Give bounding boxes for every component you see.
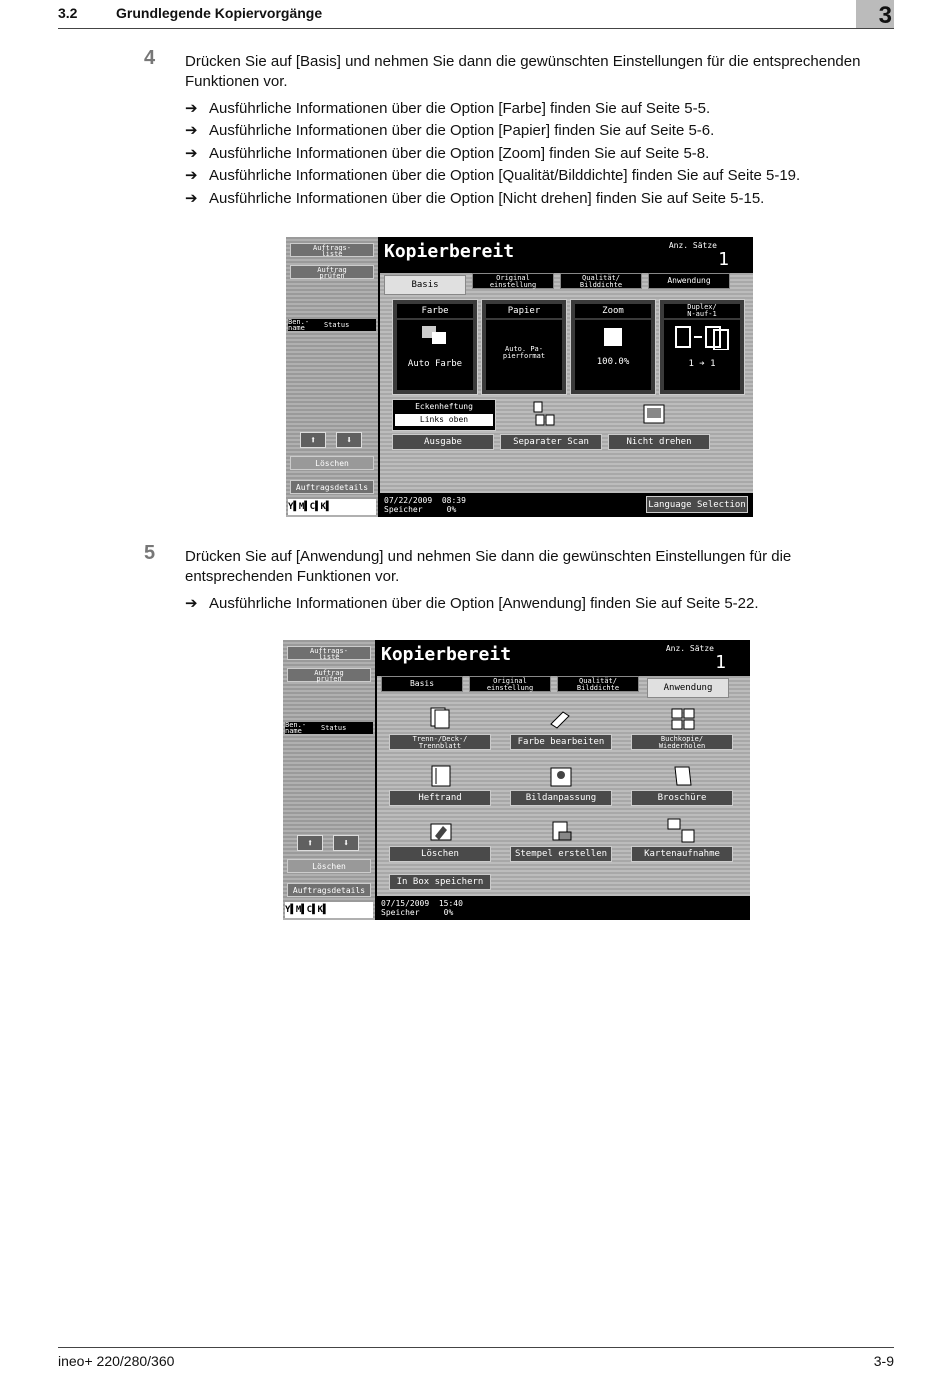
arrow-icon: ➔ bbox=[185, 100, 198, 117]
duplex-tile[interactable]: Duplex/ N-auf-1 1 ➔ 1 bbox=[659, 299, 745, 395]
copier-panel-anwendung bbox=[283, 640, 750, 920]
cover-sheet-icon bbox=[429, 706, 453, 730]
section-title: Grundlegende Kopiervorgänge bbox=[116, 5, 323, 21]
step-text: Drücken Sie auf [Anwendung] und nehmen Sie dann die gewünschten Einstellungen für die entsprechenden Funktionen vor. bbox=[185, 548, 792, 585]
main-area bbox=[380, 237, 753, 493]
page-number: 3-9 bbox=[873, 1353, 894, 1369]
memory-label: Speicher bbox=[384, 505, 423, 514]
step-number: 4 bbox=[144, 47, 156, 69]
status-bar bbox=[377, 640, 750, 676]
copies-label: Anz. Sätze bbox=[665, 644, 714, 653]
image-adjust-icon bbox=[549, 766, 573, 788]
tab-original[interactable]: Original einstellung bbox=[472, 273, 554, 289]
scroll-up-button[interactable]: ⬆ bbox=[297, 835, 323, 851]
color-tile[interactable]: Farbe Auto Farbe bbox=[392, 299, 478, 395]
date: 07/15/2009 bbox=[381, 899, 430, 908]
color-edit-icon bbox=[549, 708, 573, 730]
job-table-header: Ben.- name Status bbox=[285, 722, 373, 734]
memory-value: 0% bbox=[446, 505, 457, 514]
copies-count: 1 bbox=[715, 652, 726, 673]
memory-label: Speicher bbox=[381, 908, 420, 917]
scroll-down-button[interactable]: ⬇ bbox=[336, 432, 362, 448]
job-details-button[interactable]: Auftragsdetails bbox=[290, 480, 374, 494]
job-table-header: Ben.- name Status bbox=[288, 319, 376, 331]
bullet: ➔ Ausführliche Informationen über die Option [Farbe] finden Sie auf Seite 5-5. bbox=[185, 100, 711, 117]
book-copy-button[interactable]: Buchkopie/ Wiederholen bbox=[631, 734, 733, 750]
arrow-icon: ➔ bbox=[185, 145, 198, 162]
duplex-icon bbox=[672, 324, 732, 350]
paper-tile[interactable]: Papier Auto. Pa- pierformat bbox=[481, 299, 567, 395]
job-list-button[interactable]: Auftrags- liste bbox=[290, 243, 374, 257]
page-header bbox=[58, 0, 894, 29]
image-adjust-button[interactable]: Bildanpassung bbox=[510, 790, 612, 806]
stamp-icon bbox=[549, 820, 573, 844]
tab-quality[interactable]: Qualität/ Bilddichte bbox=[557, 676, 639, 692]
delete-button[interactable]: Löschen bbox=[290, 456, 374, 470]
tab-application[interactable]: Anwendung bbox=[648, 273, 730, 289]
scroll-down-button[interactable]: ⬇ bbox=[333, 835, 359, 851]
model-name: ineo+ 220/280/360 bbox=[58, 1353, 175, 1369]
erase-button[interactable]: Löschen bbox=[389, 846, 491, 862]
copier-panel-basis bbox=[286, 237, 753, 517]
status-title: Kopierbereit bbox=[384, 241, 515, 262]
no-rotate-icon bbox=[642, 403, 666, 427]
bullet: ➔ Ausführliche Informationen über die Option [Papier] finden Sie auf Seite 5-6. bbox=[185, 122, 715, 139]
main-area bbox=[377, 640, 750, 896]
job-list-button[interactable]: Auftrags- liste bbox=[287, 646, 371, 660]
arrow-icon: ➔ bbox=[185, 190, 198, 207]
toner-levels: Y▌M▌C▌K▌ bbox=[285, 902, 373, 918]
job-details-button[interactable]: Auftragsdetails bbox=[287, 883, 371, 897]
language-selection-button[interactable]: Language Selection bbox=[646, 496, 748, 513]
chapter-number: 3 bbox=[856, 0, 894, 28]
no-rotate-button[interactable]: Nicht drehen bbox=[608, 434, 710, 450]
erase-icon bbox=[429, 820, 453, 844]
stamp-button[interactable]: Stempel erstellen bbox=[510, 846, 612, 862]
status-bar bbox=[380, 237, 753, 273]
zoom-tile[interactable]: Zoom 100.0% bbox=[570, 299, 656, 395]
left-sidebar bbox=[286, 237, 378, 517]
time: 08:39 bbox=[441, 496, 466, 505]
cover-sheet-button[interactable]: Trenn-/Deck-/ Trennblatt bbox=[389, 734, 491, 750]
arrow-icon: ➔ bbox=[185, 595, 198, 612]
bullet: ➔ Ausführliche Informationen über die Option [Qualität/Bilddichte] finden Sie auf Seite 5-19. bbox=[185, 167, 801, 184]
card-shot-button[interactable]: Kartenaufnahme bbox=[631, 846, 733, 862]
page-footer bbox=[58, 1347, 894, 1369]
tab-basis[interactable]: Basis bbox=[381, 676, 463, 692]
memory-value: 0% bbox=[443, 908, 454, 917]
delete-button[interactable]: Löschen bbox=[287, 859, 371, 873]
arrow-icon: ➔ bbox=[185, 167, 198, 184]
date: 07/22/2009 bbox=[384, 496, 433, 505]
check-job-button[interactable]: Auftrag prüfen bbox=[290, 265, 374, 279]
staple-setting[interactable]: Eckenheftung Links oben bbox=[392, 399, 496, 431]
output-button[interactable]: Ausgabe bbox=[392, 434, 494, 450]
tab-basis[interactable]: Basis bbox=[384, 275, 466, 295]
step-number: 5 bbox=[144, 542, 156, 564]
color-edit-button[interactable]: Farbe bearbeiten bbox=[510, 734, 612, 750]
zoom-icon bbox=[602, 326, 624, 348]
check-job-button[interactable]: Auftrag prüfen bbox=[287, 668, 371, 682]
copies-label: Anz. Sätze bbox=[668, 241, 717, 250]
footer-bar bbox=[377, 896, 750, 920]
tab-quality[interactable]: Qualität/ Bilddichte bbox=[560, 273, 642, 289]
toner-levels: Y▌M▌C▌K▌ bbox=[288, 499, 376, 515]
bullet: ➔ Ausführliche Informationen über die Option [Nicht drehen] finden Sie auf Seite 5-15. bbox=[185, 190, 765, 207]
book-copy-icon bbox=[671, 708, 695, 730]
margin-button[interactable]: Heftrand bbox=[389, 790, 491, 806]
arrow-icon: ➔ bbox=[185, 122, 198, 139]
step-text: Drücken Sie auf [Basis] und nehmen Sie dann die gewünschten Einstellungen für die entsprechenden Funktionen vor. bbox=[185, 53, 861, 90]
copies-count: 1 bbox=[718, 249, 729, 270]
tab-original[interactable]: Original einstellung bbox=[469, 676, 551, 692]
bullet: ➔ Ausführliche Informationen über die Option [Anwendung] finden Sie auf Seite 5-22. bbox=[185, 595, 759, 612]
scroll-up-button[interactable]: ⬆ bbox=[300, 432, 326, 448]
save-in-box-button[interactable]: In Box speichern bbox=[389, 874, 491, 890]
booklet-icon bbox=[671, 764, 695, 788]
section-number: 3.2 bbox=[58, 5, 78, 21]
card-shot-icon bbox=[667, 818, 695, 844]
footer-bar bbox=[380, 493, 753, 517]
tab-application[interactable]: Anwendung bbox=[647, 678, 729, 698]
booklet-button[interactable]: Broschüre bbox=[631, 790, 733, 806]
separate-scan-button[interactable]: Separater Scan bbox=[500, 434, 602, 450]
bullet: ➔ Ausführliche Informationen über die Option [Zoom] finden Sie auf Seite 5-8. bbox=[185, 145, 710, 162]
margin-icon bbox=[429, 764, 453, 788]
separate-scan-icon bbox=[530, 401, 560, 427]
time: 15:40 bbox=[438, 899, 463, 908]
left-sidebar bbox=[283, 640, 375, 920]
color-icon bbox=[420, 324, 450, 346]
status-title: Kopierbereit bbox=[381, 644, 512, 665]
